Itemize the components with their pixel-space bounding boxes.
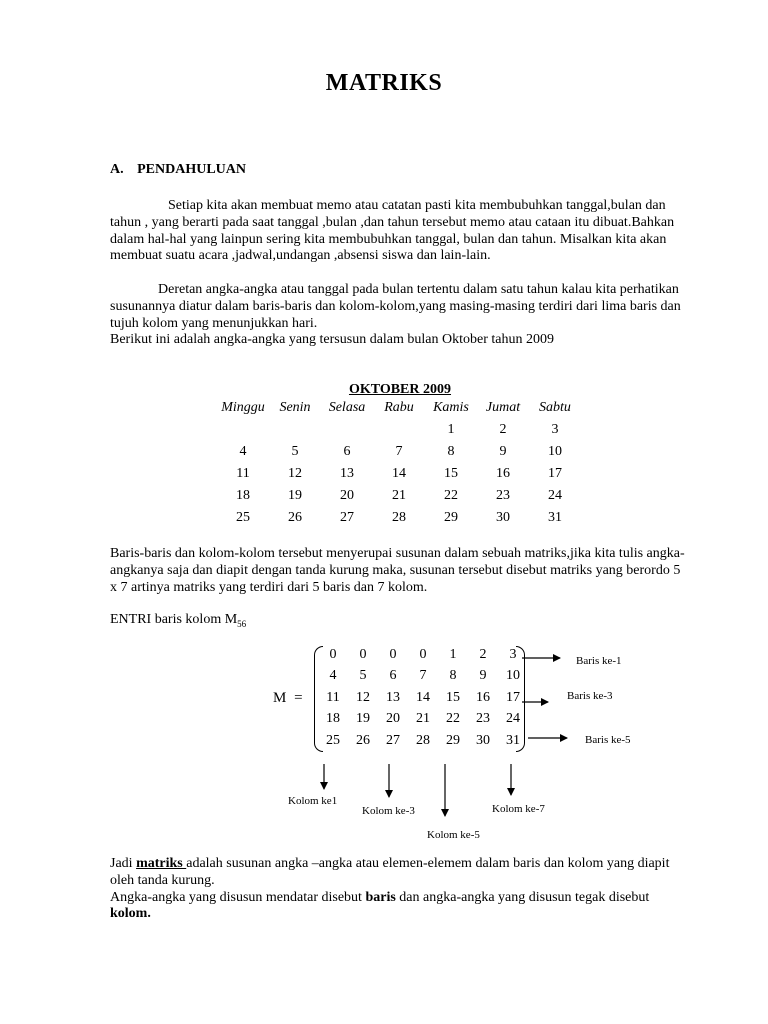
calendar-date-cell: 18 — [236, 488, 250, 503]
matrix-entry: 5 — [359, 668, 367, 684]
matrix-entry: 14 — [416, 689, 430, 705]
term-matriks: matriks — [136, 856, 187, 871]
calendar-date-cell: 10 — [548, 444, 562, 459]
calendar-date-cell: 7 — [395, 444, 403, 459]
section-title: PENDAHULUAN — [137, 162, 247, 177]
label-baris-3: Baris ke-3 — [567, 690, 613, 702]
paragraph-matrix: Baris-baris dan kolom-kolom tersebut menyerupai susunan dalam sebuah matriks,jika kita tulis angka-angkanya saja dan diapit dengan tanda kurung maka, susunan tersebut disebut matriks yang berordo 5 x 7 artinya matriks yang terdiri dari 5 baris dan 7 kolom. — [110, 546, 685, 595]
matrix-entry: 13 — [386, 689, 400, 705]
conclusion-text-a: Jadi — [110, 856, 137, 871]
calendar-date-cell: 15 — [444, 466, 458, 481]
paragraph-intro-text: Setiap kita akan membuat memo atau catatan pasti kita membubuhkan tanggal,bulan dan tahun , yang berarti pada saat tanggal ,bulan ,dan tahun tersebut memo atau cataan itu dibuat.Bahkan dalam hal-hal yang lainpun sering kita membubuhkan tanggal, bulan dan tahun. Misalkan kita akan membuat suatu acara ,jadwal,undangan ,absensi siswa dan lain-lain. — [110, 198, 675, 264]
calendar-day-header: Sabtu — [539, 400, 571, 415]
calendar-date-cell: 20 — [340, 488, 354, 503]
conclusion-text-f: dan angka-angka yang disusun tegak disebut — [395, 889, 650, 905]
calendar-date-cell: 11 — [236, 466, 250, 481]
matrix-entry: 18 — [326, 711, 340, 727]
calendar-date-cell: 27 — [340, 510, 354, 525]
calendar-date-cell: 24 — [548, 488, 562, 503]
calendar-date-cell: 8 — [447, 444, 455, 459]
calendar-date-cell: 26 — [288, 510, 302, 525]
label-baris-1: Baris ke-1 — [576, 655, 622, 667]
matrix-entry: 9 — [479, 668, 487, 684]
matrix-entry: 3 — [509, 646, 517, 662]
matrix-entry: 0 — [419, 646, 427, 662]
calendar-day-header: Senin — [279, 400, 311, 415]
matrix-entry: 0 — [329, 646, 337, 662]
matrix-entry: 31 — [506, 732, 520, 748]
calendar-day-header: Kamis — [433, 400, 469, 415]
matrix-entry: 11 — [326, 689, 340, 705]
calendar-date-cell: 22 — [444, 488, 458, 503]
matrix-entry: 23 — [476, 711, 490, 727]
matrix-entry: 26 — [356, 732, 370, 748]
label-kolom-3: Kolom ke-3 — [362, 805, 415, 817]
matrix-entry: 16 — [476, 689, 490, 705]
calendar-date-cell: 5 — [291, 444, 299, 459]
calendar-date-cell: 4 — [239, 444, 247, 459]
conclusion-text-c: adalah susunan angka –angka atau elemen-elemem dalam baris dan kolom yang diapit oleh tanda kurung. — [110, 856, 670, 888]
calendar-date-cell: 21 — [392, 488, 406, 503]
calendar-date-cell: 9 — [499, 444, 507, 459]
calendar-title: OKTOBER 2009 — [348, 382, 452, 397]
matrix-entry: 8 — [449, 668, 457, 684]
matrix-entry: 12 — [356, 689, 370, 705]
calendar-date-cell: 16 — [496, 466, 510, 481]
matrix-entry: 28 — [416, 732, 430, 748]
matrix-entry: 6 — [389, 668, 397, 684]
calendar-date-cell: 1 — [447, 422, 455, 437]
matrix-entry: 0 — [389, 646, 397, 662]
matrix-entry: 20 — [386, 711, 400, 727]
label-baris-5: Baris ke-5 — [585, 734, 631, 746]
matrix-entry: 4 — [329, 668, 337, 684]
calendar-date-cell: 2 — [499, 422, 507, 437]
calendar-date-cell: 29 — [444, 510, 458, 525]
paragraph-calendar-text: Deretan angka-angka atau tanggal pada bulan tertentu dalam satu tahun kalau kita perhatikan susunannya diatur dalam baris-baris dan kolom-kolom,yang masing-masing terdiri dari lima baris dan tujuh kolom yang menunjukkan hari. — [110, 282, 681, 331]
label-kolom-5: Kolom ke-5 — [427, 829, 480, 841]
matrix-entry: 27 — [386, 732, 400, 748]
matrix-entry: 17 — [506, 689, 520, 705]
matrix-entry: 21 — [416, 711, 430, 727]
matrix-entry: 25 — [326, 732, 340, 748]
entry-subscript: 56 — [237, 618, 247, 629]
conclusion-text-d: Angka-angka yang disusun mendatar disebut — [110, 889, 366, 905]
calendar-date-cell: 17 — [548, 466, 562, 481]
matrix-label: M = — [273, 690, 305, 706]
calendar-date-cell: 25 — [236, 510, 250, 525]
matrix-entry: 0 — [359, 646, 367, 662]
calendar-date-cell: 23 — [496, 488, 510, 503]
matrix-entry: 24 — [506, 711, 520, 727]
term-baris: baris — [365, 889, 396, 905]
calendar-date-cell: 14 — [392, 466, 406, 481]
matrix-entry: 29 — [446, 732, 460, 748]
matrix-entry: 15 — [446, 689, 460, 705]
page-title: MATRIKS — [325, 70, 443, 96]
matrix-entry: 1 — [449, 646, 457, 662]
calendar-date-cell: 12 — [288, 466, 302, 481]
label-kolom-1: Kolom ke1 — [288, 795, 338, 807]
calendar-date-cell: 31 — [548, 510, 562, 525]
calendar-date-cell: 30 — [496, 510, 510, 525]
term-kolom: kolom. — [110, 906, 151, 922]
calendar-day-header: Jumat — [485, 400, 521, 415]
calendar-date-cell: 19 — [288, 488, 302, 503]
entry-label-text: ENTRI baris kolom M — [110, 612, 238, 627]
calendar-day-header: Minggu — [221, 400, 265, 415]
matrix-entry: 2 — [479, 646, 487, 662]
paragraph-conclusion — [110, 856, 690, 923]
paragraph-calendar-text-2: Berikut ini adalah angka-angka yang tersusun dalam bulan Oktober tahun 2009 — [110, 332, 554, 348]
matrix-entry: 7 — [419, 668, 427, 684]
matrix-entry: 10 — [506, 668, 520, 684]
matrix-entry: 19 — [356, 711, 370, 727]
calendar-day-header: Selasa — [328, 400, 366, 415]
matrix-entry: 22 — [446, 711, 460, 727]
label-kolom-7: Kolom ke-7 — [492, 803, 545, 815]
calendar-date-cell: 28 — [392, 510, 406, 525]
matrix-entry: 30 — [476, 732, 490, 748]
calendar-day-header: Rabu — [384, 400, 414, 415]
calendar-date-cell: 6 — [343, 444, 351, 459]
section-number: A. — [110, 162, 124, 177]
calendar-date-cell: 13 — [340, 466, 354, 481]
calendar-date-cell: 3 — [551, 422, 559, 437]
